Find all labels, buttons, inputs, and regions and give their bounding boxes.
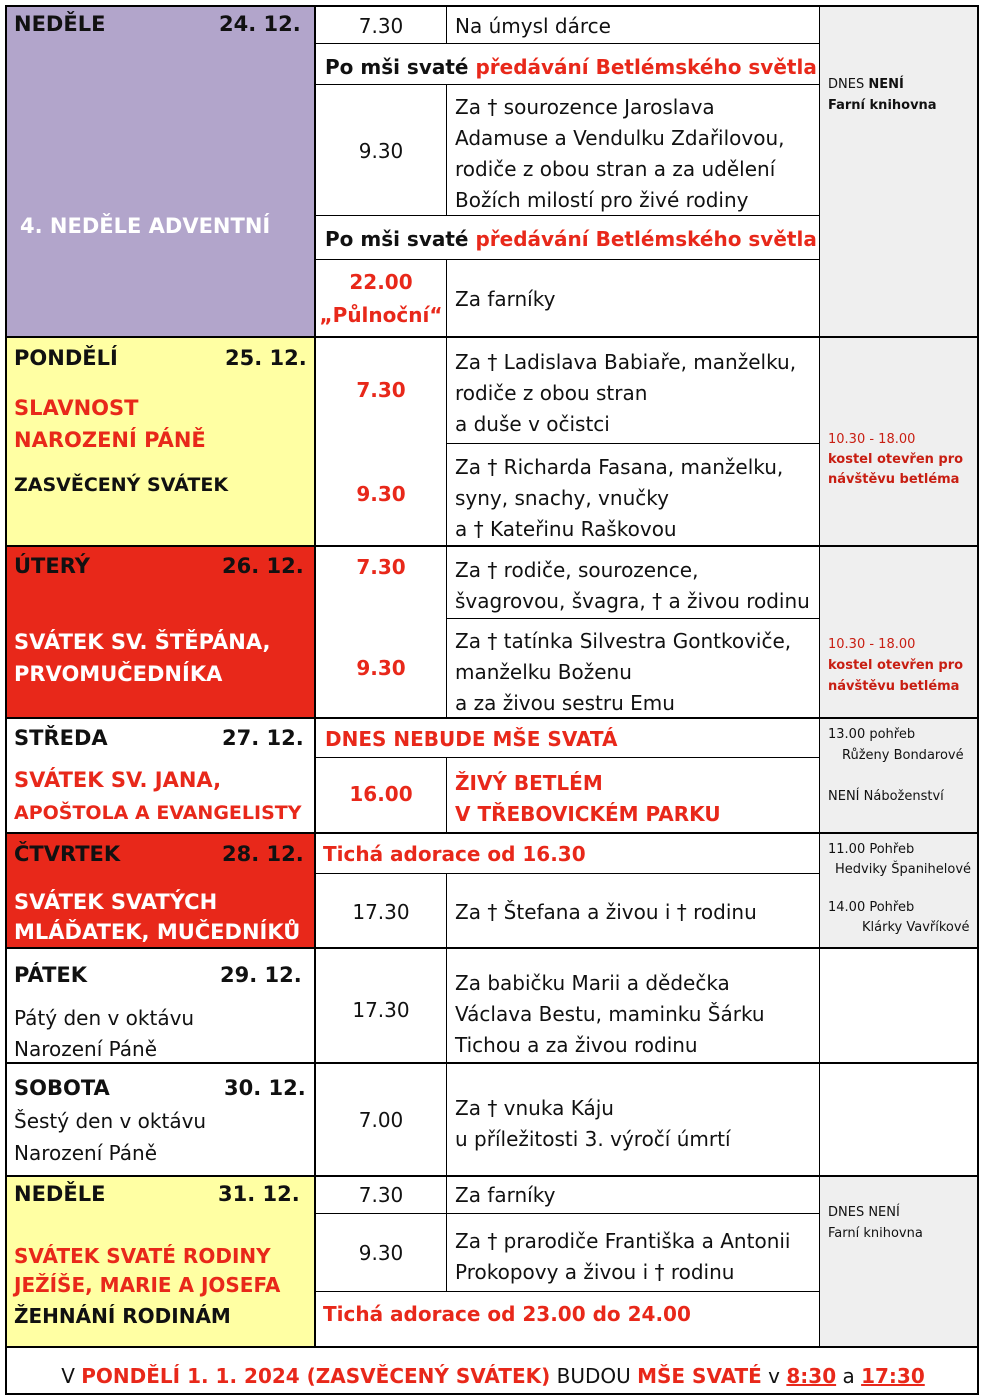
day-name-29: PÁTEK xyxy=(14,963,88,987)
day-name-26: ÚTERÝ xyxy=(14,554,90,578)
day-title-28a: SVÁTEK SVATÝCH xyxy=(14,890,218,914)
day-date-27: 27. 12. xyxy=(222,726,304,750)
mass-time: 7.30 xyxy=(358,1183,404,1207)
light-note: Po mši svaté předávání Betlémského světla xyxy=(325,227,817,251)
mass-time: 16.00 xyxy=(349,782,413,806)
day-date-24: 24. 12. xyxy=(219,12,301,36)
mass-time: 7.30 xyxy=(358,14,404,38)
day-date-31: 31. 12. xyxy=(218,1182,300,1206)
mass-time: 9.30 xyxy=(356,656,406,680)
day-title-25a: SLAVNOST xyxy=(14,396,139,420)
day-name-30: SOBOTA xyxy=(14,1076,110,1100)
mass-intention: Za † vnuka Káju u příležitosti 3. výročí úmrtí xyxy=(455,1096,731,1151)
adoration-notice: Tichá adorace od 16.30 xyxy=(323,842,586,866)
day-line-29b: Narození Páně xyxy=(14,1037,158,1061)
day-title-27a: SVÁTEK SV. JANA, xyxy=(14,768,222,792)
day-date-25: 25. 12. xyxy=(225,346,307,370)
mass-intention: Za † Ladislava Babiaře, manželku, rodiče z obou stran a duše v očistci xyxy=(455,350,797,436)
note-28: 11.00 Pohřeb Hedviky Španihelové 14.00 Pohřeb Klárky Vavříkové xyxy=(828,842,972,935)
mass-intention: Za farníky xyxy=(455,287,556,311)
mass-time: 9.30 xyxy=(356,482,406,506)
footer-notice: V PONDĚLÍ 1. 1. 2024 (ZASVĚCENÝ SVÁTEK) BUDOU MŠE SVATÉ v 8:30 a 17:30 xyxy=(61,1364,925,1388)
adoration-notice: Tichá adorace od 23.00 do 24.00 xyxy=(323,1302,691,1326)
mass-intention: Za farníky xyxy=(455,1183,556,1207)
day-title-31b: JEŽÍŠE, MARIE A JOSEFA xyxy=(14,1273,281,1297)
day-sub-25: ZASVĚCENÝ SVÁTEK xyxy=(14,474,229,496)
day-date-30: 30. 12. xyxy=(224,1076,306,1100)
note-25: 10.30 - 18.00 kostel otevřen pro návštěvu betléma xyxy=(828,432,964,487)
day-line-29a: Pátý den v oktávu xyxy=(14,1006,195,1030)
day-name-24: NEDĚLE xyxy=(14,12,106,36)
mass-time: 7.30 xyxy=(356,378,406,402)
day-cell-24 xyxy=(5,6,315,337)
day-title-26a: SVÁTEK SV. ŠTĚPÁNA, xyxy=(14,630,271,654)
day-sub-31: ŽEHNÁNÍ RODINÁM xyxy=(14,1304,231,1328)
note-26: 10.30 - 18.00 kostel otevřen pro návštěvu betléma xyxy=(828,637,964,694)
mass-intention: Za † rodiče, sourozence, švagrovou, švagra, † a živou rodinu xyxy=(455,558,810,613)
mass-intention: Za † sourozence Jaroslava Adamuse a Vendulku Zdařilovou, rodiče z obou stran a za udělení Božích milostí pro živé rodiny xyxy=(455,95,785,212)
mass-intention: Za † Richarda Fasana, manželku, syny, snachy, vnučky a † Kateřinu Raškovou xyxy=(455,455,784,541)
mass-time-label: „Půlnoční“ xyxy=(319,303,443,327)
day-name-31: NEDĚLE xyxy=(14,1182,106,1206)
day-title-31a: SVÁTEK SVATÉ RODINY xyxy=(14,1244,271,1268)
mass-time: 9.30 xyxy=(358,1241,404,1265)
day-title-26b: PRVOMUČEDNÍKA xyxy=(14,662,223,686)
mass-time: 7.30 xyxy=(356,555,406,579)
mass-intention: Za babičku Marii a dědečka Václava Bestu, maminku Šárku Tichou a za živou rodinu xyxy=(455,971,765,1057)
note-27: 13.00 pohřeb Růženy Bondarové NENÍ Náboženství xyxy=(828,727,964,804)
note-31: DNES NENÍ Farní knihovna xyxy=(828,1205,923,1241)
mass-time: 17.30 xyxy=(352,998,410,1022)
day-line-30b: Narození Páně xyxy=(14,1141,158,1165)
day-name-28: ČTVRTEK xyxy=(14,842,121,866)
light-note: Po mši svaté předávání Betlémského světla xyxy=(325,55,817,79)
day-title-28b: MLÁĎATEK, MUČEDNÍKŮ xyxy=(14,920,301,944)
mass-intention: Za † Štefana a živou i † rodinu xyxy=(455,900,757,924)
note-24: DNES NENÍ Farní knihovna xyxy=(828,77,937,113)
day-name-27: STŘEDA xyxy=(14,726,108,750)
day-name-25: PONDĚLÍ xyxy=(14,346,118,370)
day-date-29: 29. 12. xyxy=(220,963,302,987)
day-date-26: 26. 12. xyxy=(222,554,304,578)
no-mass-notice: DNES NEBUDE MŠE SVATÁ xyxy=(325,727,618,751)
day-title-27b: APOŠTOLA A EVANGELISTY xyxy=(14,802,302,824)
mass-time: 22.00 xyxy=(349,270,413,294)
day-date-28: 28. 12. xyxy=(222,842,304,866)
day-title-24: 4. NEDĚLE ADVENTNÍ xyxy=(20,214,271,238)
day-title-25b: NAROZENÍ PÁNĚ xyxy=(14,428,206,452)
mass-time: 7.00 xyxy=(358,1108,404,1132)
event-text: ŽIVÝ BETLÉM V TŘEBOVICKÉM PARKU xyxy=(455,771,721,826)
mass-intention: Za † tatínka Silvestra Gontkoviče, manželku Boženu a za živou sestru Emu xyxy=(455,629,792,715)
day-line-30a: Šestý den v oktávu xyxy=(14,1109,207,1133)
mass-time: 9.30 xyxy=(358,139,404,163)
mass-intention: Na úmysl dárce xyxy=(455,14,611,38)
mass-time: 17.30 xyxy=(352,900,410,924)
mass-intention: Za † prarodiče Františka a Antonii Prokopovy a živou i † rodinu xyxy=(455,1229,791,1284)
